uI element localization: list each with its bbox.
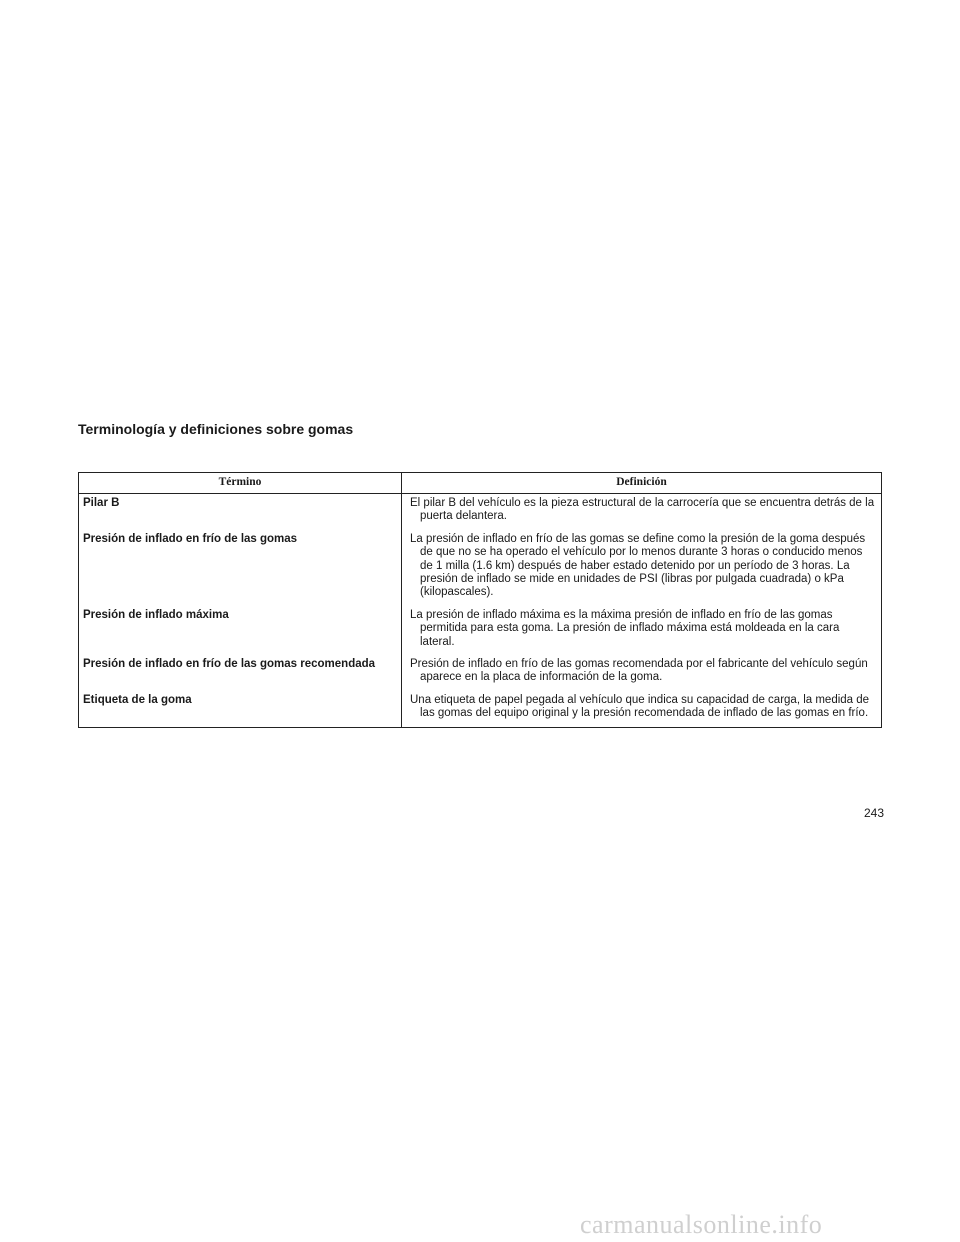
table-row	[79, 606, 882, 655]
definition-text: El pilar B del vehículo es la pieza estructural de la carrocería que se encuentra detrás de la puerta delantera.	[410, 497, 875, 523]
column-header-term: Término	[79, 473, 402, 494]
definition-text: Presión de inflado en frío de las gomas recomendada por el fabricante del vehículo según aparece en la placa de información de la goma.	[410, 658, 868, 684]
watermark-logo: carmanualsonline.info	[580, 1210, 823, 1239]
term-cell: Presión de inflado en frío de las gomas	[79, 530, 402, 606]
definition-text: La presión de inflado en frío de las gomas se define como la presión de la goma después de que no se ha operado el vehículo por lo menos durante 3 horas o conducido menos de 1 milla (1.6 km) después de haber estado detenido por un período de 3 horas. La presión de inflado se mide en unidades de PSI (libras por pulgada cuadrada) o kPa (kilopascales).	[410, 532, 866, 599]
section-title: Terminología y definiciones sobre gomas	[78, 421, 354, 437]
table-row	[79, 494, 882, 530]
definition-cell	[402, 606, 882, 655]
table-header-row	[79, 473, 882, 494]
table-row	[79, 655, 882, 691]
definition-cell	[402, 530, 882, 606]
term-cell: Presión de inflado máxima	[79, 606, 402, 655]
term-cell: Presión de inflado en frío de las gomas recomendada	[79, 655, 402, 691]
definition-text: Una etiqueta de papel pegada al vehículo que indica su capacidad de carga, la medida de las gomas del equipo original y la presión recomendada de inflado de las gomas en frío.	[410, 693, 870, 720]
page-number: 243	[863, 806, 884, 820]
column-header-definition: Definición	[402, 473, 882, 494]
term-cell: Etiqueta de la goma	[79, 691, 402, 727]
definition-text: La presión de inflado máxima es la máxima presión de inflado en frío de las gomas permitida para esta goma. La presión de inflado máxima está moldeada en la cara lateral.	[410, 608, 840, 648]
table-row	[79, 691, 882, 727]
definition-cell	[402, 691, 882, 727]
term-cell: Pilar B	[79, 494, 402, 530]
table-row	[79, 530, 882, 606]
definition-cell	[402, 494, 882, 530]
definition-cell	[402, 655, 882, 691]
terminology-table	[78, 472, 882, 728]
